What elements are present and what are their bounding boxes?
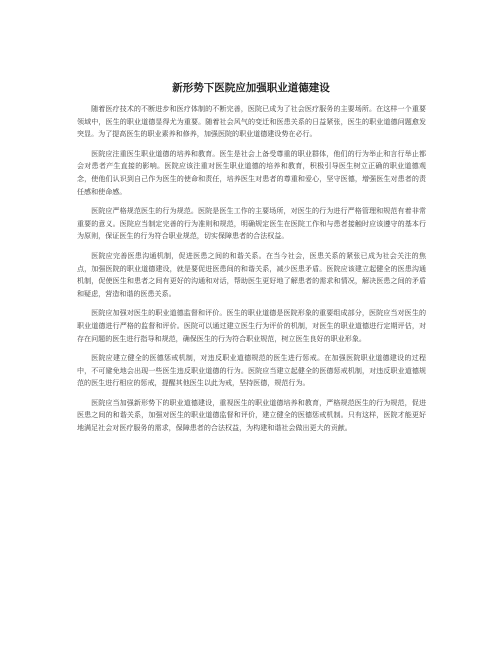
paragraph-1: 随着医疗技术的不断进步和医疗体制的不断完善，医院已成为了社会医疗服务的主要场所。在这样一个重要领域中，医生的职业道德显得尤为重要。随着社会风气的变迁和医患关系的日益紧张，医生的职业道德问题愈发突显。为了提高医生的职业素养和修养，加强医院的职业道德建设势在必行。 xyxy=(77,104,426,139)
paragraph-2: 医院应注重医生职业道德的培养和教育。医生是社会上备受尊重的职业群体，他们的行为举止和言行举止都会对患者产生直接的影响。医院应该注重对医生职业道德的培养和教育，积极引导医生树立正确的职业道德观念，使他们认识到自己作为医生的使命和责任，培养医生对患者的尊重和爱心，坚守医德，增强医生对患者的责任感和使命感。 xyxy=(77,148,426,196)
paragraph-3: 医院应严格规范医生的行为规范。医院是医生工作的主要场所，对医生的行为进行严格管理和规范有着非常重要的意义。医院应当制定完善的行为准则和规范，明确规定医生在医院工作和与患者接触时应该遵守的基本行为原则，保证医生的行为符合职业规范，切实保障患者的合法权益。 xyxy=(77,206,426,241)
paragraph-4: 医院应完善医患沟通机制，促进医患之间的和谐关系。在当今社会，医患关系的紧张已成为社会关注的焦点，加强医院的职业道德建设，就是要促进医患间的和谐关系，减少医患矛盾。医院应该建立起健全的医患沟通机制，促使医生和患者之间有更好的沟通和对话，帮助医生更好地了解患者的需求和情况，解决医患之间的矛盾和疑虑，营造和谐的医患关系。 xyxy=(77,250,426,298)
document-body xyxy=(77,103,426,442)
paragraph-7: 医院应当加强新形势下的职业道德建设，重视医生的职业道德培养和教育，严格规范医生的行为规范，促进医患之间的和谐关系，加强对医生的职业道德监督和评价，建立健全的医德惩戒机制。只有这样，医院才能更好地满足社会对医疗服务的需求，保障患者的合法权益，为构建和谐社会做出更大的贡献。 xyxy=(77,397,426,433)
paragraph-6: 医院应建立健全的医德惩戒机制，对违反职业道德规范的医生进行惩戒。在加强医院职业道德建设的过程中，不可避免地会出现一些医生违反职业道德的行为。医院应当建立起健全的医德惩戒机制，对违反职业道德规范的医生进行相应的惩戒，提醒其他医生以此为戒，坚持医德，规范行为。 xyxy=(77,353,426,388)
document-title: 新形势下医院应加强职业道德建设 xyxy=(172,82,330,94)
paragraph-5: 医院应加强对医生的职业道德监督和评价。医生的职业道德是医院形象的重要组成部分，医院应当对医生的职业道德进行严格的监督和评价。医院可以通过建立医生行为评价的机制，对医生的职业道德进行定期评估，对存在问题的医生进行指导和规范，确保医生的行为符合职业规范，树立医生良好的职业形象。 xyxy=(77,308,426,343)
